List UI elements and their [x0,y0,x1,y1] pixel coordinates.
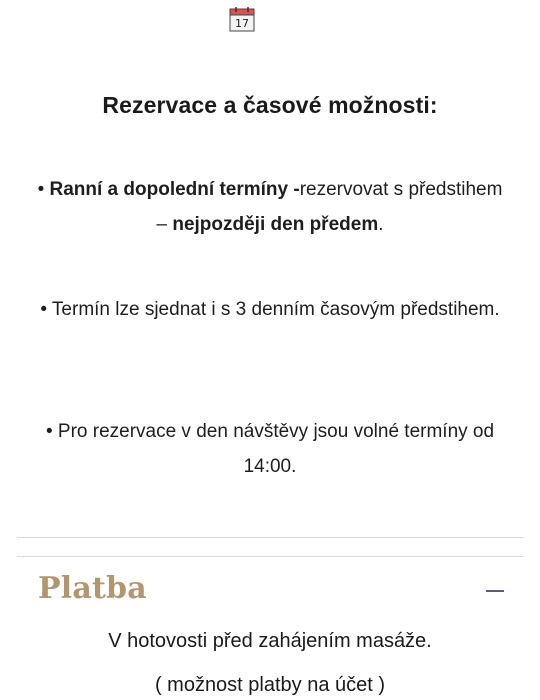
calendar-day-number: 17 [235,17,249,30]
booking-item-morning-end: . [378,214,384,235]
booking-item-same-day-text: Pro rezervace v den návštěvy jsou volné termíny od 14:00. [57,421,495,477]
booking-item-same-day [30,414,510,484]
calendar-icon [229,6,255,32]
payment-transfer-text: ( možnost platby na účet ) [154,674,386,696]
booking-item-advance [30,292,510,327]
booking-item-morning-lead: Ranní a dopolední termíny - [49,179,300,200]
section-divider [17,537,523,538]
booking-item-morning-text: rezervovat s předstihem – [156,179,503,235]
minus-icon [486,590,504,592]
bullet-marker: • [40,299,47,320]
collapse-toggle-button[interactable] [484,580,506,602]
payment-cash-text: V hotovosti před zahájením masáže. [108,630,432,652]
section-divider [17,556,523,557]
booking-item-advance-text: Termín lze sjednat i s 3 denním časovým předstihem. [51,299,500,320]
booking-heading: Rezervace a časové možnosti: [102,92,438,118]
payment-section-title[interactable]: Platba [38,571,147,606]
bullet-marker: • [37,179,45,200]
bullet-marker: • [45,421,53,442]
booking-item-morning [30,172,510,242]
booking-item-morning-deadline: nejpozději den předem [172,214,379,235]
